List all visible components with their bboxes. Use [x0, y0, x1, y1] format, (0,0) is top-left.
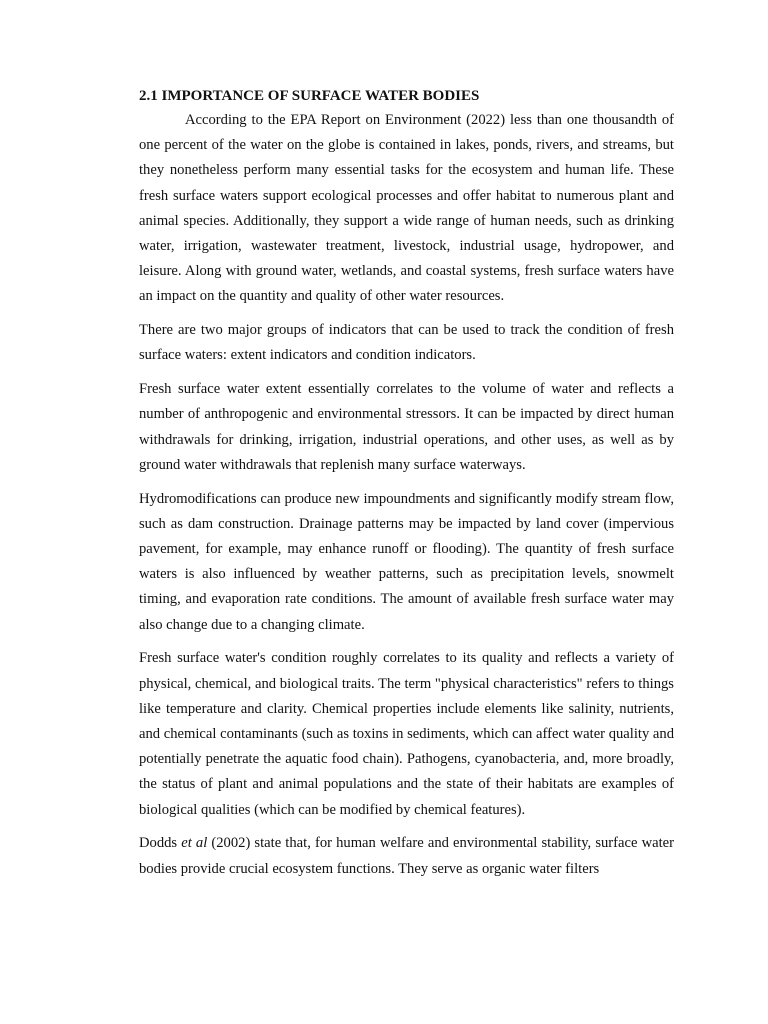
section-heading: 2.1 IMPORTANCE OF SURFACE WATER BODIES	[139, 88, 480, 104]
page-content	[139, 84, 674, 882]
paragraph-6	[139, 831, 674, 881]
paragraph-3: Fresh surface water extent essentially correlates to the volume of water and reflects a number of anthropogenic and environmental stressors. It can be impacted by direct human withdrawals for drinking, irrigation, industrial operations, and other uses, as well as by ground water withdrawals that replenish many surface waterways.	[139, 381, 674, 473]
citation-et-al: et al	[181, 835, 208, 852]
paragraph-5: Fresh surface water's condition roughly correlates to its quality and reflects a variety of physical, chemical, and biological traits. The term "physical characteristics" refers to things like temperature and clarity. Chemical properties include elements like salinity, nutrients, and chemical contaminants (such as toxins in sediments, which can affect water quality and potentially penetrate the aquatic food chain). Pathogens, cyanobacteria, and, more broadly, the status of plant and animal populations and the state of their habitats are examples of biological qualities (which can be modified by chemical features).	[139, 650, 674, 818]
paragraph-2: There are two major groups of indicators that can be used to track the condition of fresh surface waters: extent indicators and condition indicators.	[139, 322, 674, 364]
paragraph-4: Hydromodifications can produce new impoundments and significantly modify stream flow, such as dam construction. Drainage patterns may be impacted by land cover (impervious pavement, for example, may enhance runoff or flooding). The quantity of fresh surface waters is also influenced by weather patterns, such as precipitation levels, snowmelt timing, and evaporation rate conditions. The amount of available fresh surface water may also change due to a changing climate.	[139, 490, 674, 633]
paragraph-6-text: (2002) state that, for human welfare and environmental stability, surface water bodies provide crucial ecosystem functions. They serve as organic water filters	[139, 835, 674, 877]
citation-author: Dodds	[139, 835, 182, 852]
paragraph-1: According to the EPA Report on Environment (2022) less than one thousandth of one percent of the water on the globe is contained in lakes, ponds, rivers, and streams, but they nonetheless perform many essential tasks for the ecosystem and human life. These fresh surface waters support ecological processes and offer habitat to numerous plant and animal species. Additionally, they support a wide range of human needs, such as drinking water, irrigation, wastewater treatment, livestock, industrial usage, hydropower, and leisure. Along with ground water, wetlands, and coastal systems, fresh surface waters have an impact on the quantity and quality of other water resources.	[139, 112, 674, 305]
